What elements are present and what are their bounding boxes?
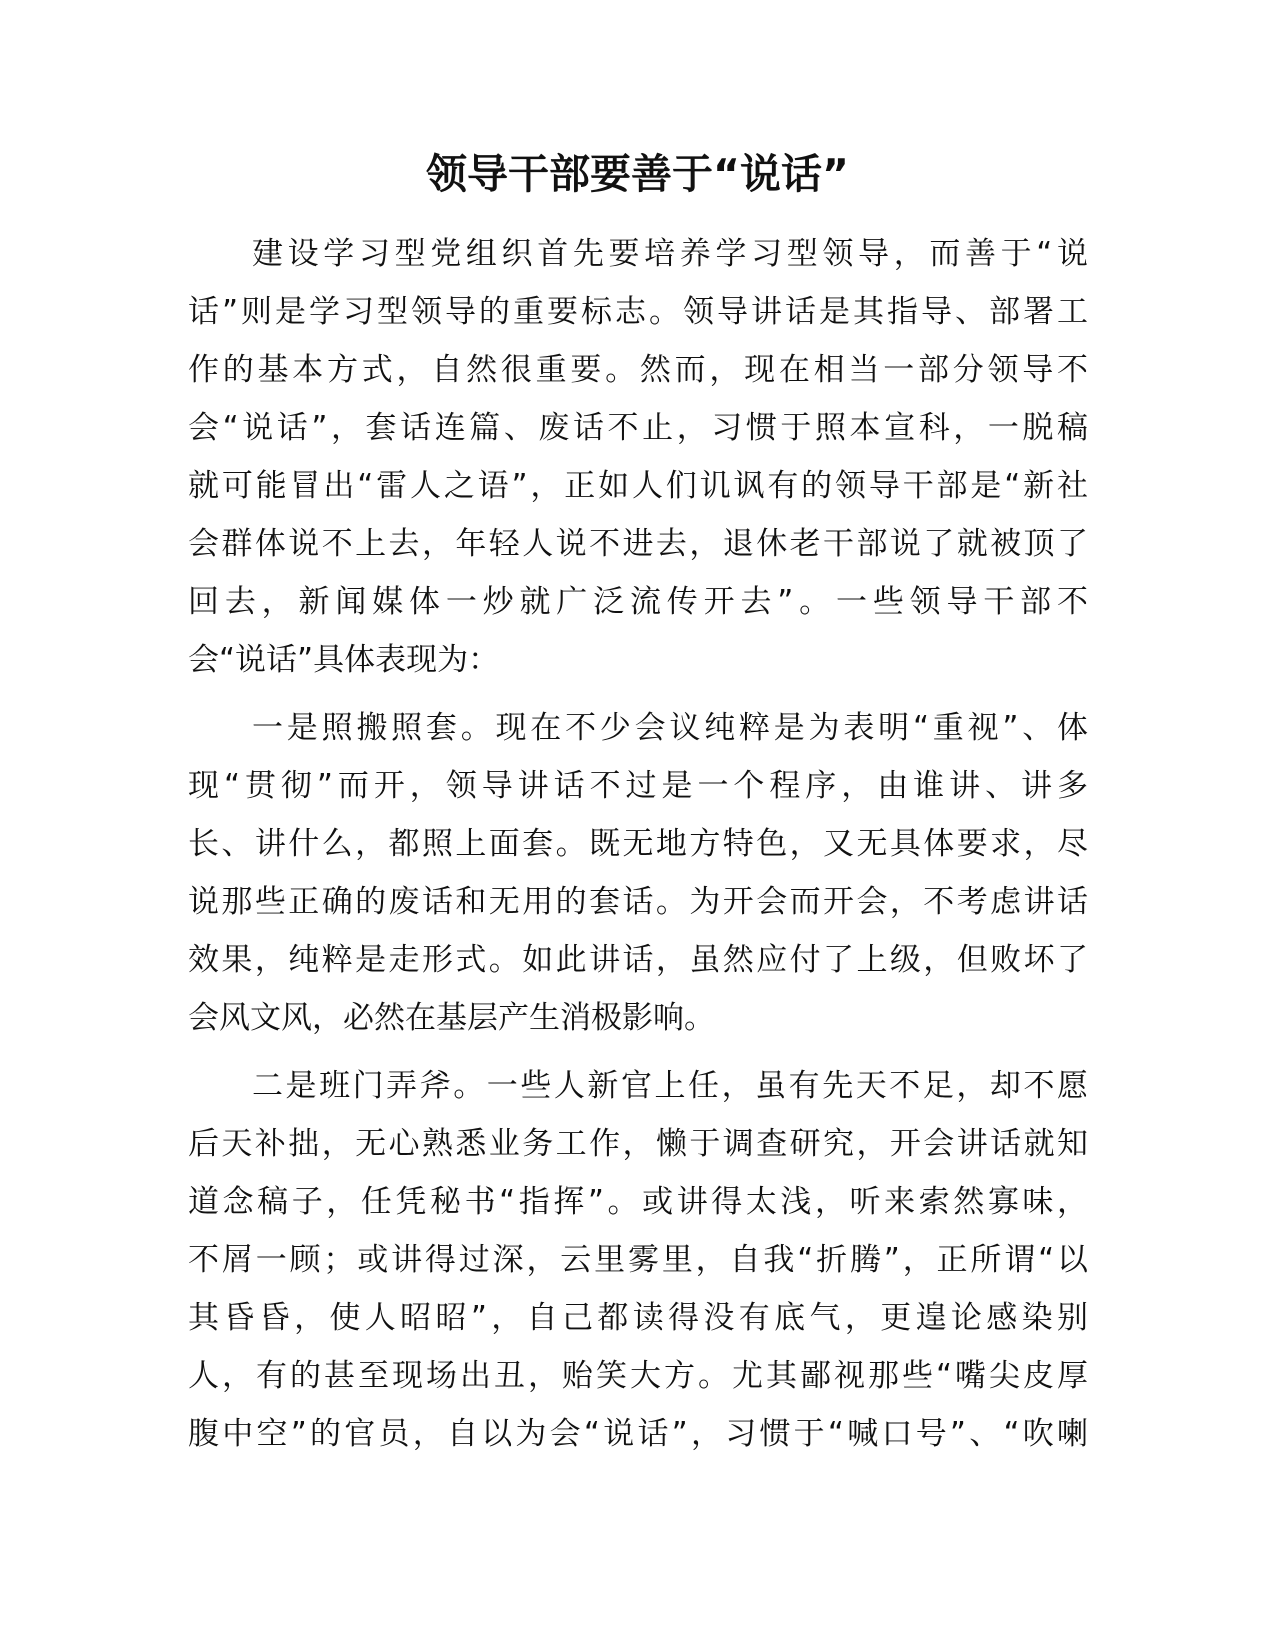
document-body [188,225,1088,1473]
text-line: 会风文风，必然在基层产生消极影响。 [188,1000,715,1036]
text-line: 效果，纯粹是走形式。如此讲话，虽然应付了上级，但败坏了 [188,942,1088,978]
text-line: 会“说话”具体表现为： [188,642,500,678]
text-line: 作的基本方式，自然很重要。然而，现在相当一部分领导不 [188,352,1088,388]
text-line: 其昏昏，使人昭昭”，自己都读得没有底气，更遑论感染别 [188,1300,1088,1336]
text-line: 一是照搬照套。现在不少会议纯粹是为表明“重视”、体 [252,710,1088,746]
text-line: 回去，新闻媒体一炒就广泛流传开去”。一些领导干部不 [188,584,1088,620]
text-line: 腹中空”的官员，自以为会“说话”，习惯于“喊口号”、“吹喇 [188,1416,1088,1452]
text-line: 现“贯彻”而开，领导讲话不过是一个程序，由谁讲、讲多 [188,768,1088,804]
text-line: 话”则是学习型领导的重要标志。领导讲话是其指导、部署工 [188,294,1088,330]
text-line: 长、讲什么，都照上面套。既无地方特色，又无具体要求，尽 [188,826,1088,862]
document-title: 领导干部要善于“说话” [426,150,849,198]
paragraph-point-two [188,1057,1088,1463]
text-line: 道念稿子，任凭秘书“指挥”。或讲得太浅，听来索然寡味， [188,1184,1088,1220]
text-line: 会“说话”，套话连篇、废话不止，习惯于照本宣科，一脱稿 [188,410,1088,446]
text-line: 人，有的甚至现场出丑，贻笑大方。尤其鄙视那些“嘴尖皮厚 [188,1358,1088,1394]
text-line: 不屑一顾；或讲得过深，云里雾里，自我“折腾”，正所谓“以 [188,1242,1088,1278]
text-line: 建设学习型党组织首先要培养学习型领导，而善于“说 [252,236,1088,272]
text-line: 说那些正确的废话和无用的套话。为开会而开会，不考虑讲话 [188,884,1088,920]
paragraph-intro [188,225,1088,689]
text-line: 会群体说不上去，年轻人说不进去，退休老干部说了就被顶了 [188,526,1088,562]
text-line: 后天补拙，无心熟悉业务工作，懒于调查研究，开会讲话就知 [188,1126,1088,1162]
paragraph-point-one [188,699,1088,1047]
text-line: 二是班门弄斧。一些人新官上任，虽有先天不足，却不愿 [252,1068,1088,1104]
text-line: 就可能冒出“雷人之语”，正如人们讥讽有的领导干部是“新社 [188,468,1088,504]
